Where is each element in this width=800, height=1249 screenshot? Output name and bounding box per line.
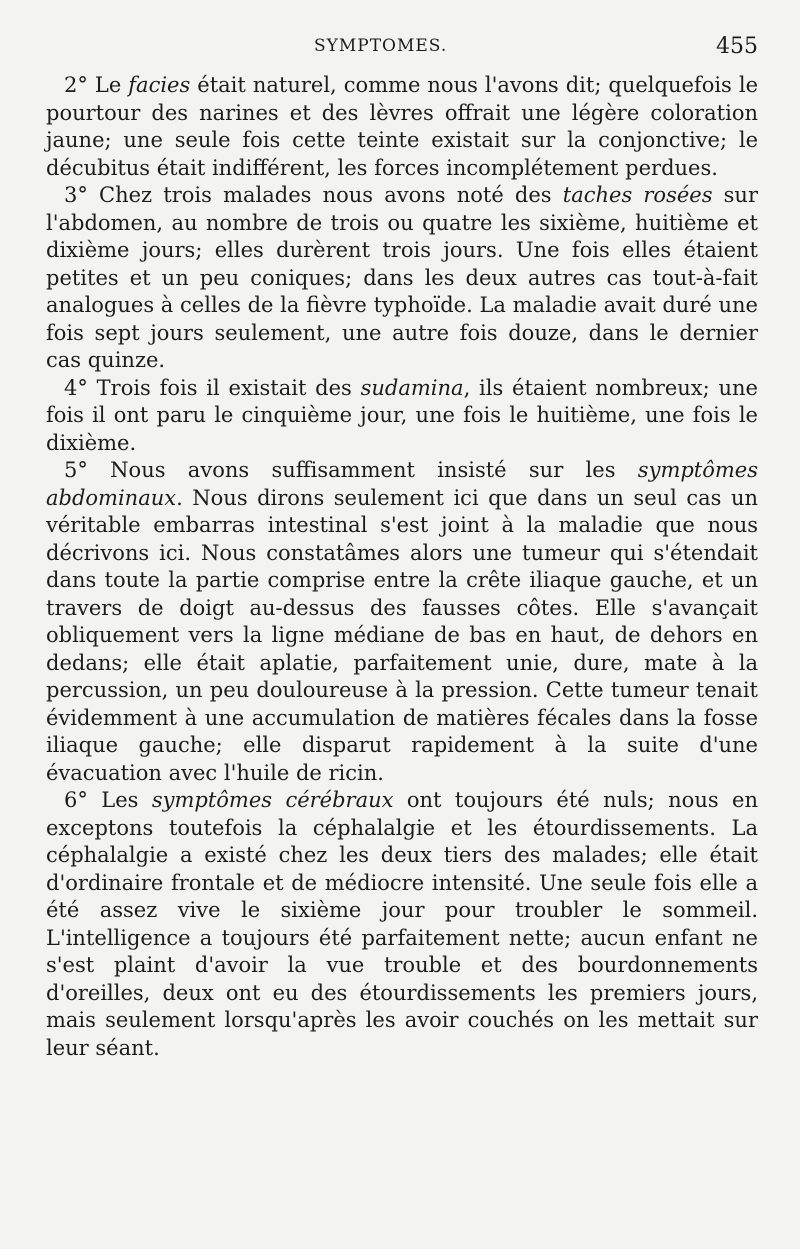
text-run: 6° Les (64, 788, 152, 812)
italic-term: sudamina (360, 375, 464, 400)
running-title: SYMPTOMES. (314, 36, 448, 56)
page-body (46, 72, 758, 1062)
book-page (46, 28, 758, 1062)
text-run: était naturel, comme nous l'avons dit; quelquefois le pourtour des narines et des lèvres offrait une légère coloration jaune; une seule fois cette teinte existait sur la conjonctive; le décubitus était indifférent, les forces incomplétement perdues. (46, 73, 758, 180)
text-run: 5° Nous avons suffisamment insisté sur les (64, 458, 638, 482)
paragraph (46, 72, 758, 182)
paragraph (46, 182, 758, 375)
paragraph (46, 787, 758, 1062)
italic-term: facies (128, 73, 191, 97)
text-run: . Nous dirons seulement ici que dans un seul cas un véritable embarras intestinal s'est joint à la maladie que nous décrivons ici. Nous constatâmes alors une tumeur qui s'étendait dans toute la partie comprise entre la crête iliaque gauche, et un travers de doigt au-dessus des fausses côtes. Elle s'avançait obliquement vers la ligne médiane de bas en haut, de dehors en dedans; elle était aplatie, parfaitement unie, dure, mate à la percussion, un peu douloureuse à la pression. Cette tumeur tenait évidemment à une accumulation de matières fécales dans la fosse iliaque gauche; elle disparut rapidement à la suite d'une évacuation avec l'huile de ricin. (46, 485, 758, 785)
text-run: 2° Le (64, 73, 129, 97)
paragraph (46, 457, 758, 787)
italic-term: symptômes abdominaux (46, 458, 758, 510)
text-run: 4° Trois fois il existait des (64, 375, 361, 400)
paragraph (46, 375, 758, 458)
italic-term: taches rosées (562, 183, 713, 207)
text-run: ont toujours été nuls; nous en exceptons toutefois la céphalalgie et les étourdissements. La céphalalgie a existé chez les deux tiers des malades; elle était d'ordinaire frontale et de médiocre intensité. Une seule fois elle a été assez vive le sixième jour pour troubler le sommeil. L'intelligence a toujours été parfaitement nette; aucun enfant ne s'est plaint d'avoir la vue trouble et des bourdonnements d'oreilles, deux ont eu des étourdissements les premiers jours, mais seulement lorsqu'après les avoir couchés on les mettait sur leur séant. (46, 788, 758, 1060)
text-run: , ils étaient nombreux; une fois il ont paru le cinquième jour, une fois le huitième, une fois le dixième. (46, 375, 758, 455)
italic-term: symptômes cérébraux (151, 788, 394, 812)
page-number: 455 (716, 34, 758, 59)
text-run: sur l'abdomen, au nombre de trois ou quatre les sixième, huitième et dixième jours; elles durèrent trois jours. Une fois elles étaient petites et un peu coniques; dans les deux autres cas tout-à-fait analogues à celles de la fièvre typhoïde. La maladie avait duré une fois sept jours seulement, une autre fois douze, dans le dernier cas quinze. (46, 183, 758, 372)
text-run: 3° Chez trois malades nous avons noté des (64, 183, 563, 207)
page-header (46, 28, 758, 72)
